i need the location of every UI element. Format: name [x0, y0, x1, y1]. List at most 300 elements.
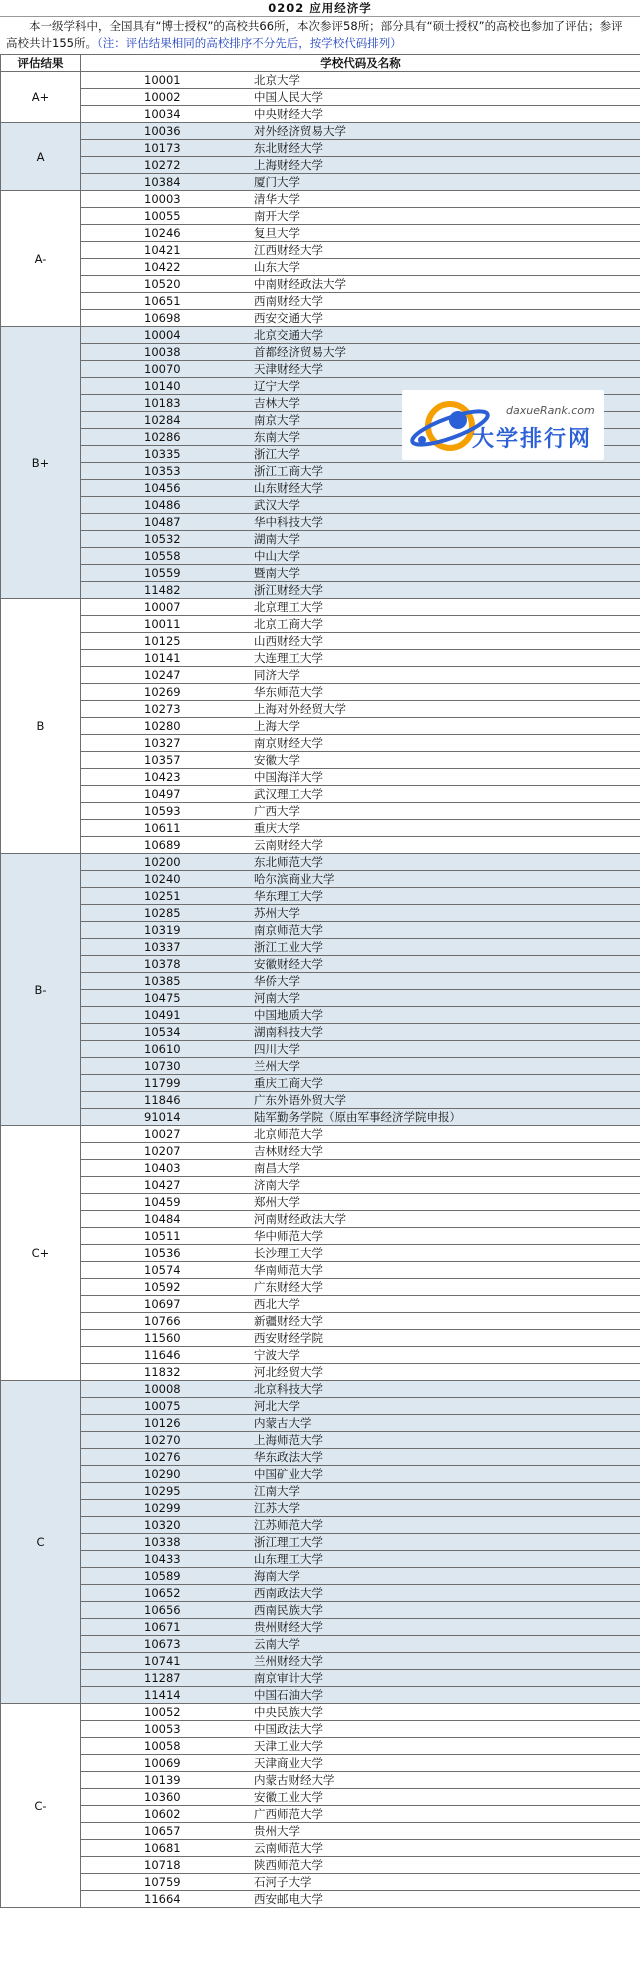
school-name: 中国石油大学: [254, 1688, 323, 1702]
school-cell: [81, 1636, 640, 1653]
school-code: 10125: [144, 634, 181, 648]
school-cell: [81, 990, 640, 1007]
school-code: 10140: [144, 379, 181, 393]
school-code: 10491: [144, 1008, 181, 1022]
table-row: [1, 1092, 640, 1109]
school-code: 10697: [144, 1297, 181, 1311]
school-code: 10320: [144, 1518, 181, 1532]
school-cell: [81, 701, 640, 718]
school-code: 10338: [144, 1535, 181, 1549]
table-row: [1, 684, 640, 701]
school-code: 10240: [144, 872, 181, 886]
school-name: 西南政法大学: [254, 1586, 323, 1600]
school-code: 10319: [144, 923, 181, 937]
school-cell: [81, 1024, 640, 1041]
table-row: [1, 1755, 640, 1772]
school-code: 10173: [144, 141, 181, 155]
school-name: 云南师范大学: [254, 1841, 323, 1855]
school-code: 10034: [144, 107, 181, 121]
school-name: 上海大学: [254, 719, 300, 733]
school-name: 华东师范大学: [254, 685, 323, 699]
school-code: 10656: [144, 1603, 181, 1617]
school-cell: [81, 259, 640, 276]
table-row: [1, 650, 640, 667]
school-name: 兰州大学: [254, 1059, 300, 1073]
table-row: [1, 1415, 640, 1432]
table-row: [1, 701, 640, 718]
table-row: [1, 1109, 640, 1126]
table-row: [1, 1891, 640, 1908]
school-name: 东北师范大学: [254, 855, 323, 869]
school-name: 湖南大学: [254, 532, 300, 546]
table-row: [1, 1874, 640, 1891]
school-cell: [81, 1296, 640, 1313]
school-code: 10456: [144, 481, 181, 495]
school-name: 天津商业大学: [254, 1756, 323, 1770]
school-cell: [81, 1704, 640, 1721]
school-code: 10246: [144, 226, 181, 240]
school-cell: [81, 1313, 640, 1330]
school-name: 湖南科技大学: [254, 1025, 323, 1039]
table-row: [1, 1823, 640, 1840]
table-row: [1, 208, 640, 225]
table-row: [1, 667, 640, 684]
school-name: 辽宁大学: [254, 379, 300, 393]
table-row: [1, 497, 640, 514]
school-name: 同济大学: [254, 668, 300, 682]
school-cell: [81, 1092, 640, 1109]
school-name: 山西财经大学: [254, 634, 323, 648]
school-cell: [81, 225, 640, 242]
table-row: [1, 803, 640, 820]
table-row: [1, 1806, 640, 1823]
school-code: 10593: [144, 804, 181, 818]
school-cell: [81, 1347, 640, 1364]
school-name: 郑州大学: [254, 1195, 300, 1209]
school-cell: [81, 1568, 640, 1585]
school-cell: [81, 548, 640, 565]
grade-cell: C-: [1, 1704, 81, 1908]
grade-cell: C: [1, 1381, 81, 1704]
school-cell: [81, 1381, 640, 1398]
header-school: 学校代码及名称: [81, 55, 640, 72]
school-name: 江苏师范大学: [254, 1518, 323, 1532]
school-cell: [81, 1789, 640, 1806]
school-code: 10200: [144, 855, 181, 869]
table-row: [1, 1313, 640, 1330]
school-name: 天津工业大学: [254, 1739, 323, 1753]
school-name: 兰州财经大学: [254, 1654, 323, 1668]
table-row: [1, 514, 640, 531]
table-row: [1, 548, 640, 565]
table-row: [1, 1670, 640, 1687]
table-row: [1, 1500, 640, 1517]
table-row: [1, 616, 640, 633]
grade-cell: A-: [1, 191, 81, 327]
school-name: 新疆财经大学: [254, 1314, 323, 1328]
school-cell: [81, 1432, 640, 1449]
school-name: 河南财经政法大学: [254, 1212, 346, 1226]
grade-cell: C+: [1, 1126, 81, 1381]
school-cell: [81, 140, 640, 157]
school-code: 10427: [144, 1178, 181, 1192]
school-code: 10052: [144, 1705, 181, 1719]
school-name: 南京财经大学: [254, 736, 323, 750]
school-cell: [81, 1874, 640, 1891]
school-name: 吉林大学: [254, 396, 300, 410]
table-row: [1, 1262, 640, 1279]
table-row: [1, 72, 640, 89]
table-body: [1, 72, 640, 1908]
school-name: 江西财经大学: [254, 243, 323, 257]
school-code: 10141: [144, 651, 181, 665]
school-name: 对外经济贸易大学: [254, 124, 346, 138]
school-name: 安徽工业大学: [254, 1790, 323, 1804]
school-code: 11799: [144, 1076, 181, 1090]
table-row: [1, 820, 640, 837]
table-row: [1, 1160, 640, 1177]
school-name: 中央财经大学: [254, 107, 323, 121]
table-row: [1, 1585, 640, 1602]
school-name: 浙江工业大学: [254, 940, 323, 954]
school-cell: [81, 633, 640, 650]
table-row: [1, 769, 640, 786]
school-name: 北京理工大学: [254, 600, 323, 614]
grade-cell: A: [1, 123, 81, 191]
school-code: 10053: [144, 1722, 181, 1736]
school-name: 陆军勤务学院（原由军事经济学院申报）: [254, 1110, 461, 1124]
school-cell: [81, 361, 640, 378]
table-row: [1, 1279, 640, 1296]
school-code: 10766: [144, 1314, 181, 1328]
school-cell: [81, 1670, 640, 1687]
school-code: 11414: [144, 1688, 181, 1702]
school-name: 北京师范大学: [254, 1127, 323, 1141]
grade-cell: B+: [1, 327, 81, 599]
table-row: [1, 1721, 640, 1738]
school-name: 武汉大学: [254, 498, 300, 512]
school-name: 西南财经大学: [254, 294, 323, 308]
school-code: 10139: [144, 1773, 181, 1787]
school-code: 10070: [144, 362, 181, 376]
school-code: 10657: [144, 1824, 181, 1838]
school-name: 浙江大学: [254, 447, 300, 461]
school-cell: [81, 837, 640, 854]
school-code: 10421: [144, 243, 181, 257]
table-row: [1, 157, 640, 174]
school-cell: [81, 1823, 640, 1840]
school-code: 11287: [144, 1671, 181, 1685]
school-cell: [81, 1585, 640, 1602]
school-cell: [81, 1551, 640, 1568]
school-name: 中国地质大学: [254, 1008, 323, 1022]
school-cell: [81, 463, 640, 480]
table-row: [1, 531, 640, 548]
school-code: 10610: [144, 1042, 181, 1056]
school-name: 中南财经政法大学: [254, 277, 346, 291]
table-row: [1, 1211, 640, 1228]
school-name: 北京科技大学: [254, 1382, 323, 1396]
school-code: 10353: [144, 464, 181, 478]
school-cell: [81, 1806, 640, 1823]
school-code: 10290: [144, 1467, 181, 1481]
table-row: [1, 327, 640, 344]
school-code: 10652: [144, 1586, 181, 1600]
table-row: [1, 922, 640, 939]
table-row: [1, 735, 640, 752]
table-row: [1, 344, 640, 361]
table-row: [1, 174, 640, 191]
table-row: [1, 242, 640, 259]
school-name: 暨南大学: [254, 566, 300, 580]
school-name: 西安邮电大学: [254, 1892, 323, 1906]
table-row: [1, 1194, 640, 1211]
school-name: 北京交通大学: [254, 328, 323, 342]
table-row: [1, 310, 640, 327]
school-cell: [81, 1500, 640, 1517]
school-name: 华南师范大学: [254, 1263, 323, 1277]
school-cell: [81, 871, 640, 888]
table-row: [1, 871, 640, 888]
intro-text: 本一级学科中，全国具有“博士授权”的高校共66所，本次参评58所；部分具有“硕士授权”的高校也参加了评估；参评高校共计155所。: [6, 19, 623, 50]
table-row: [1, 1058, 640, 1075]
table-row: [1, 259, 640, 276]
table-row: [1, 1007, 640, 1024]
school-cell: [81, 905, 640, 922]
school-name: 华东政法大学: [254, 1450, 323, 1464]
school-code: 10484: [144, 1212, 181, 1226]
school-code: 10403: [144, 1161, 181, 1175]
school-code: 10475: [144, 991, 181, 1005]
school-code: 10270: [144, 1433, 181, 1447]
school-name: 云南大学: [254, 1637, 300, 1651]
school-code: 10532: [144, 532, 181, 546]
school-cell: [81, 191, 640, 208]
school-code: 10069: [144, 1756, 181, 1770]
intro-paragraph: [0, 17, 640, 54]
school-name: 长沙理工大学: [254, 1246, 323, 1260]
school-cell: [81, 922, 640, 939]
table-row: [1, 1075, 640, 1092]
school-cell: [81, 1109, 640, 1126]
table-row: [1, 106, 640, 123]
school-name: 中国矿业大学: [254, 1467, 323, 1481]
school-name: 西安交通大学: [254, 311, 323, 325]
school-cell: [81, 1415, 640, 1432]
school-code: 10276: [144, 1450, 181, 1464]
school-cell: [81, 854, 640, 871]
school-name: 浙江工商大学: [254, 464, 323, 478]
school-code: 10384: [144, 175, 181, 189]
table-row: [1, 89, 640, 106]
school-cell: [81, 327, 640, 344]
school-code: 10183: [144, 396, 181, 410]
table-row: [1, 1143, 640, 1160]
school-name: 华东理工大学: [254, 889, 323, 903]
school-code: 10574: [144, 1263, 181, 1277]
school-cell: [81, 1891, 640, 1908]
school-cell: [81, 1687, 640, 1704]
school-cell: [81, 1041, 640, 1058]
school-code: 10497: [144, 787, 181, 801]
school-cell: [81, 1721, 640, 1738]
school-code: 10681: [144, 1841, 181, 1855]
table-row: [1, 1330, 640, 1347]
table-row: [1, 123, 640, 140]
school-cell: [81, 888, 640, 905]
school-code: 10295: [144, 1484, 181, 1498]
school-name: 上海对外经贸大学: [254, 702, 346, 716]
school-name: 内蒙古财经大学: [254, 1773, 335, 1787]
school-name: 华中师范大学: [254, 1229, 323, 1243]
school-cell: [81, 1279, 640, 1296]
table-row: [1, 1704, 640, 1721]
school-name: 华中科技大学: [254, 515, 323, 529]
school-name: 南开大学: [254, 209, 300, 223]
school-code: 10285: [144, 906, 181, 920]
school-cell: [81, 208, 640, 225]
school-name: 大连理工大学: [254, 651, 323, 665]
table-row: [1, 480, 640, 497]
school-cell: [81, 718, 640, 735]
school-name: 复旦大学: [254, 226, 300, 240]
school-name: 南京师范大学: [254, 923, 323, 937]
school-code: 10602: [144, 1807, 181, 1821]
school-name: 上海财经大学: [254, 158, 323, 172]
school-cell: [81, 293, 640, 310]
school-code: 10486: [144, 498, 181, 512]
school-cell: [81, 72, 640, 89]
school-code: 10520: [144, 277, 181, 291]
school-cell: [81, 1211, 640, 1228]
school-cell: [81, 786, 640, 803]
school-name: 石河子大学: [254, 1875, 312, 1889]
table-row: [1, 1398, 640, 1415]
table-row: [1, 1466, 640, 1483]
header-grade: 评估结果: [1, 55, 81, 72]
table-row: [1, 276, 640, 293]
school-cell: [81, 276, 640, 293]
school-code: 10360: [144, 1790, 181, 1804]
school-cell: [81, 1840, 640, 1857]
school-code: 10741: [144, 1654, 181, 1668]
school-name: 天津财经大学: [254, 362, 323, 376]
school-name: 山东大学: [254, 260, 300, 274]
school-name: 河北大学: [254, 1399, 300, 1413]
school-cell: [81, 1483, 640, 1500]
table-row: [1, 1245, 640, 1262]
school-name: 江南大学: [254, 1484, 300, 1498]
table-row: [1, 1432, 640, 1449]
table-row: [1, 1687, 640, 1704]
intro-note: （注：评估结果相同的高校排序不分先后，按学校代码排列）: [96, 36, 402, 50]
table-row: [1, 905, 640, 922]
school-code: 10559: [144, 566, 181, 580]
table-row: [1, 1653, 640, 1670]
school-name: 南京审计大学: [254, 1671, 323, 1685]
school-name: 北京工商大学: [254, 617, 323, 631]
school-code: 10433: [144, 1552, 181, 1566]
school-code: 10058: [144, 1739, 181, 1753]
school-cell: [81, 1534, 640, 1551]
school-name: 重庆大学: [254, 821, 300, 835]
school-name: 内蒙古大学: [254, 1416, 312, 1430]
school-name: 西南民族大学: [254, 1603, 323, 1617]
table-row: [1, 1636, 640, 1653]
school-code: 10286: [144, 430, 181, 444]
school-name: 东南大学: [254, 430, 300, 444]
watermark-logo: [402, 390, 604, 460]
school-code: 10511: [144, 1229, 181, 1243]
school-code: 10247: [144, 668, 181, 682]
school-cell: [81, 1466, 640, 1483]
school-code: 10207: [144, 1144, 181, 1158]
school-code: 10730: [144, 1059, 181, 1073]
school-cell: [81, 1177, 640, 1194]
school-cell: [81, 497, 640, 514]
school-cell: [81, 650, 640, 667]
school-code: 10536: [144, 1246, 181, 1260]
school-cell: [81, 1619, 640, 1636]
school-cell: [81, 752, 640, 769]
table-row: [1, 1381, 640, 1398]
school-name: 海南大学: [254, 1569, 300, 1583]
school-cell: [81, 157, 640, 174]
school-cell: [81, 480, 640, 497]
school-name: 厦门大学: [254, 175, 300, 189]
school-name: 上海师范大学: [254, 1433, 323, 1447]
school-cell: [81, 1126, 640, 1143]
school-code: 10337: [144, 940, 181, 954]
table-row: [1, 582, 640, 599]
table-row: [1, 854, 640, 871]
school-name: 陕西师范大学: [254, 1858, 323, 1872]
table-row: [1, 1347, 640, 1364]
table-header-row: [1, 55, 640, 72]
school-cell: [81, 1772, 640, 1789]
school-cell: [81, 344, 640, 361]
school-cell: [81, 1194, 640, 1211]
school-code: 10038: [144, 345, 181, 359]
school-cell: [81, 939, 640, 956]
school-code: 10007: [144, 600, 181, 614]
school-cell: [81, 1398, 640, 1415]
table-row: [1, 973, 640, 990]
school-name: 南昌大学: [254, 1161, 300, 1175]
table-row: [1, 888, 640, 905]
school-code: 10299: [144, 1501, 181, 1515]
table-row: [1, 1024, 640, 1041]
school-cell: [81, 1738, 640, 1755]
school-cell: [81, 1330, 640, 1347]
school-name: 中国人民大学: [254, 90, 323, 104]
table-row: [1, 1296, 640, 1313]
school-cell: [81, 820, 640, 837]
school-code: 10327: [144, 736, 181, 750]
school-code: 10651: [144, 294, 181, 308]
school-code: 10284: [144, 413, 181, 427]
school-cell: [81, 616, 640, 633]
school-cell: [81, 1262, 640, 1279]
school-cell: [81, 1755, 640, 1772]
table-row: [1, 1772, 640, 1789]
table-row: [1, 1228, 640, 1245]
table-row: [1, 225, 640, 242]
school-code: 11846: [144, 1093, 181, 1107]
school-cell: [81, 310, 640, 327]
school-name: 广西大学: [254, 804, 300, 818]
school-code: 10335: [144, 447, 181, 461]
